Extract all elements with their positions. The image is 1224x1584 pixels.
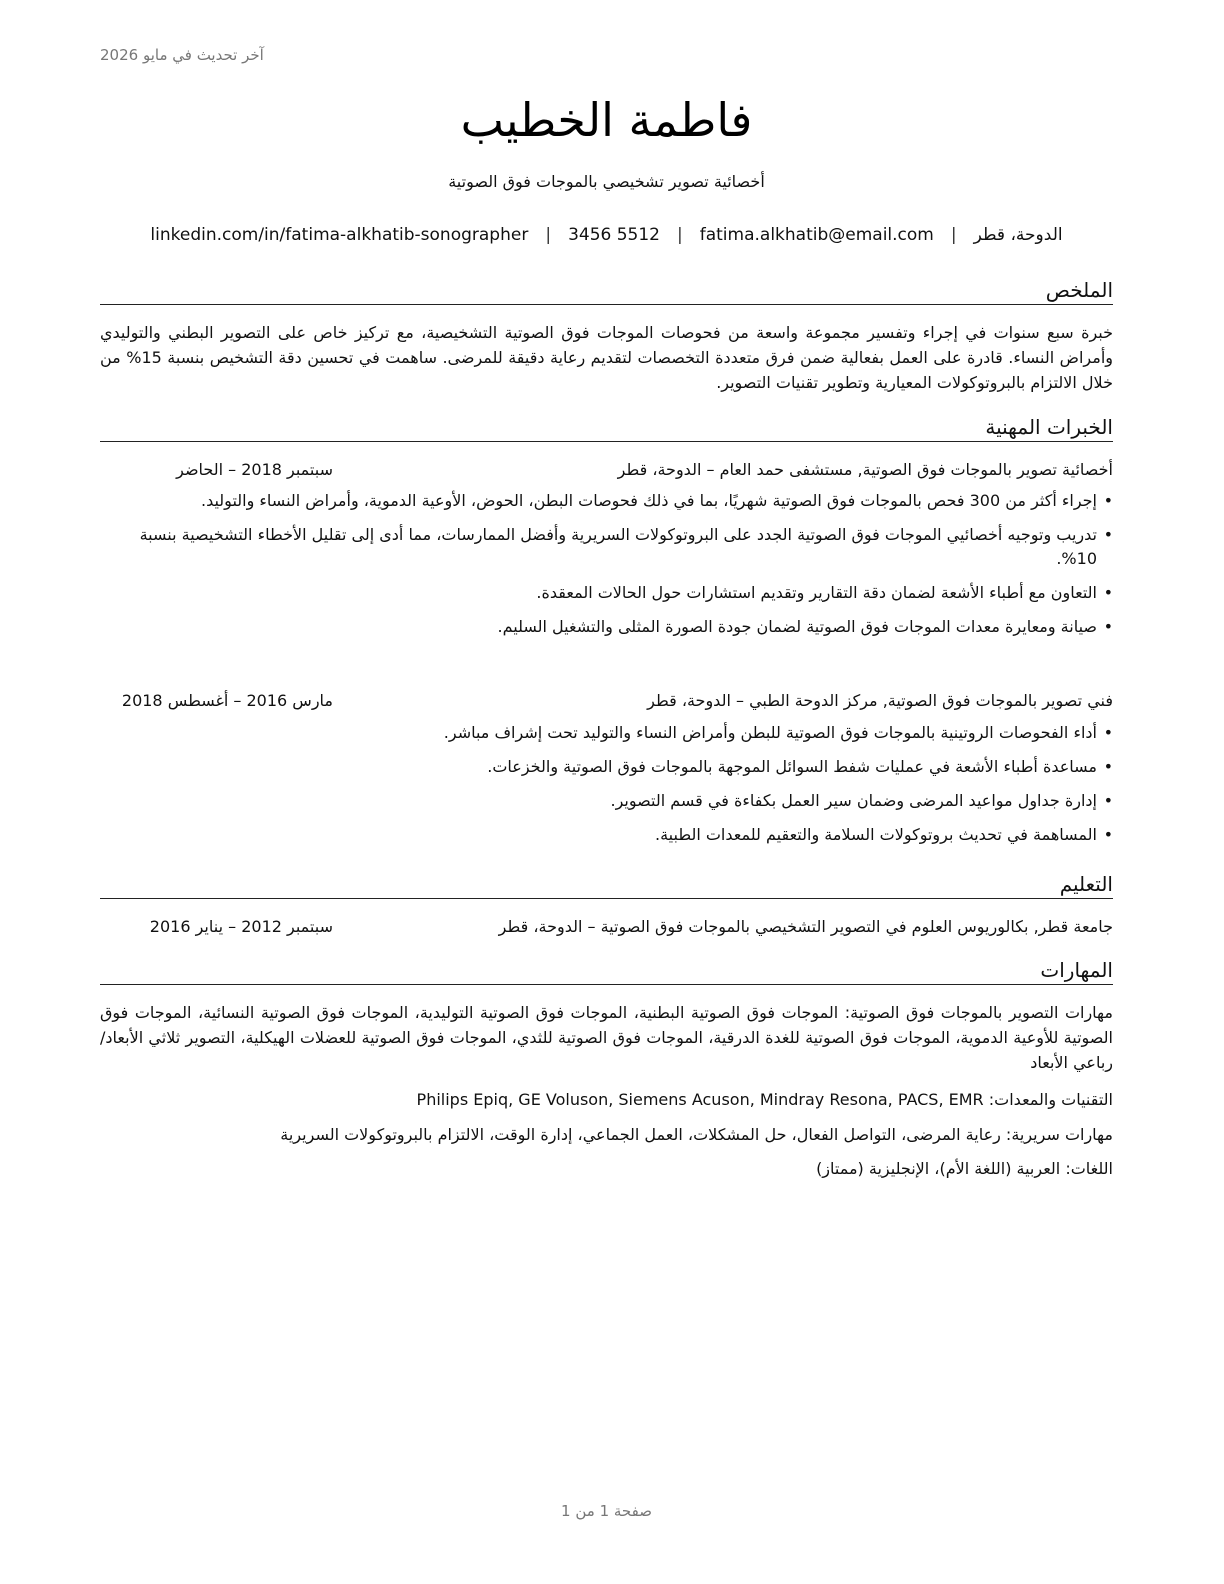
contact-separator: | [677,225,683,245]
list-item: • تدريب وتوجيه أخصائيي الموجات فوق الصوتية الجدد على البروتوكولات السريرية وأفضل الممارسات، مما أدى إلى تقليل الأخطاء التشخيصية بنسبة 10%. [100,523,1113,571]
contact-separator: | [950,225,957,245]
list-item: • صيانة ومعايرة معدات الموجات فوق الصوتية لضمان جودة الصورة المثلى والتشغيل السليم. [100,615,1113,639]
education-degree: جامعة قطر, بكالوريوس العلوم في التصوير التشخيصي بالموجات فوق الصوتية – الدوحة، قطر [498,917,1113,936]
experience-heading: الخبرات المهنية [100,414,1113,442]
last-updated-note: آخر تحديث في مايو 2026 [100,46,264,64]
skills-technology-list: Philips Epiq, GE Voluson, Siemens Acuson, Mindray Resona, PACS, EMR [416,1090,984,1109]
education-entry [100,914,1113,940]
skills-languages: اللغات: العربية (اللغة الأم)، الإنجليزية (ممتاز) [816,1159,1113,1178]
skills-heading: المهارات [100,957,1113,985]
job-bullets [100,721,1113,857]
list-item: • أداء الفحوصات الروتينية بالموجات فوق الصوتية للبطن وأمراض النساء والتوليد تحت إشراف مباشر. [100,721,1113,745]
contact-phone: 3456 5512 [568,225,660,245]
contact-line [100,223,1113,247]
page-number: صفحة 1 من 1 [561,1502,652,1520]
job-entry-header [100,688,1113,714]
list-item: • إدارة جداول مواعيد المرضى وضمان سير العمل بكفاءة في قسم التصوير. [100,789,1113,813]
education-heading: التعليم [100,871,1113,899]
job-title: فني تصوير بالموجات فوق الصوتية, مركز الدوحة الطبي – الدوحة، قطر [647,691,1113,710]
contact-location: الدوحة، قطر [973,225,1063,245]
job-dates: سبتمبر 2018 – الحاضر [176,460,333,479]
job-bullets [100,489,1113,649]
summary-text: خبرة سبع سنوات في إجراء وتفسير مجموعة واسعة من فحوصات الموجات فوق الصوتية التشخيصية، مع تركيز خاص على التصوير البطني والتوليدي وأمراض النساء. قادرة على العمل بفعالية ضمن فرق متعددة التخصصات لتقديم رعاية دقيقة للمرضى. ساهمت في تحسين دقة التشخيص بنسبة 15% من خلال الالتزام بالبروتوكولات المعيارية وتطوير تقنيات التصوير. [100,323,1113,392]
skills-clinical: مهارات سريرية: رعاية المرضى، التواصل الفعال، حل المشكلات، العمل الجماعي، إدارة الوقت، الالتزام بالبروتوكولات السريرية [280,1125,1113,1144]
contact-email[interactable]: fatima.alkhatib@email.com [699,225,934,245]
skills-technology [100,1087,1113,1112]
job-dates: مارس 2016 – أغسطس 2018 [121,691,333,710]
list-item: • إجراء أكثر من 300 فحص بالموجات فوق الصوتية شهريًا، بما في ذلك فحوصات البطن، الحوض، الأوعية الدموية، وأمراض النساء والتوليد. [100,489,1113,513]
summary-heading: الملخص [100,277,1113,305]
list-item: • المساهمة في تحديث بروتوكولات السلامة والتعقيم للمعدات الطبية. [100,823,1113,847]
list-item: • مساعدة أطباء الأشعة في عمليات شفط السوائل الموجهة بالموجات فوق الصوتية والخزعات. [100,755,1113,779]
job-title: أخصائية تصوير بالموجات فوق الصوتية, مستشفى حمد العام – الدوحة، قطر [617,460,1113,479]
education-dates: سبتمبر 2012 – يناير 2016 [149,917,333,936]
contact-linkedin[interactable]: linkedin.com/in/fatima-alkhatib-sonographer [150,225,529,245]
resume-page [100,0,1113,1584]
skills-technology-label: التقنيات والمعدات: [988,1090,1113,1109]
list-item: • التعاون مع أطباء الأشعة لضمان دقة التقارير وتقديم استشارات حول الحالات المعقدة. [100,581,1113,605]
skills-imaging: مهارات التصوير بالموجات فوق الصوتية: الموجات فوق الصوتية البطنية، الموجات فوق الصوتية التوليدية، الموجات فوق الصوتية النسائية، الموجات فوق الصوتية للأوعية الدموية، الموجات فوق الصوتية للغدة الدرقية، الموجات فوق الصوتية للثدي، الموجات فوق الصوتية للعضلات الهيكلية، التصوير ثلاثي الأبعاد/رباعي الأبعاد [100,1003,1113,1072]
candidate-headline: أخصائية تصوير تشخيصي بالموجات فوق الصوتية [448,172,765,191]
candidate-name: فاطمة الخطيب [460,93,753,147]
job-entry-header [100,457,1113,483]
contact-separator: | [545,225,552,245]
